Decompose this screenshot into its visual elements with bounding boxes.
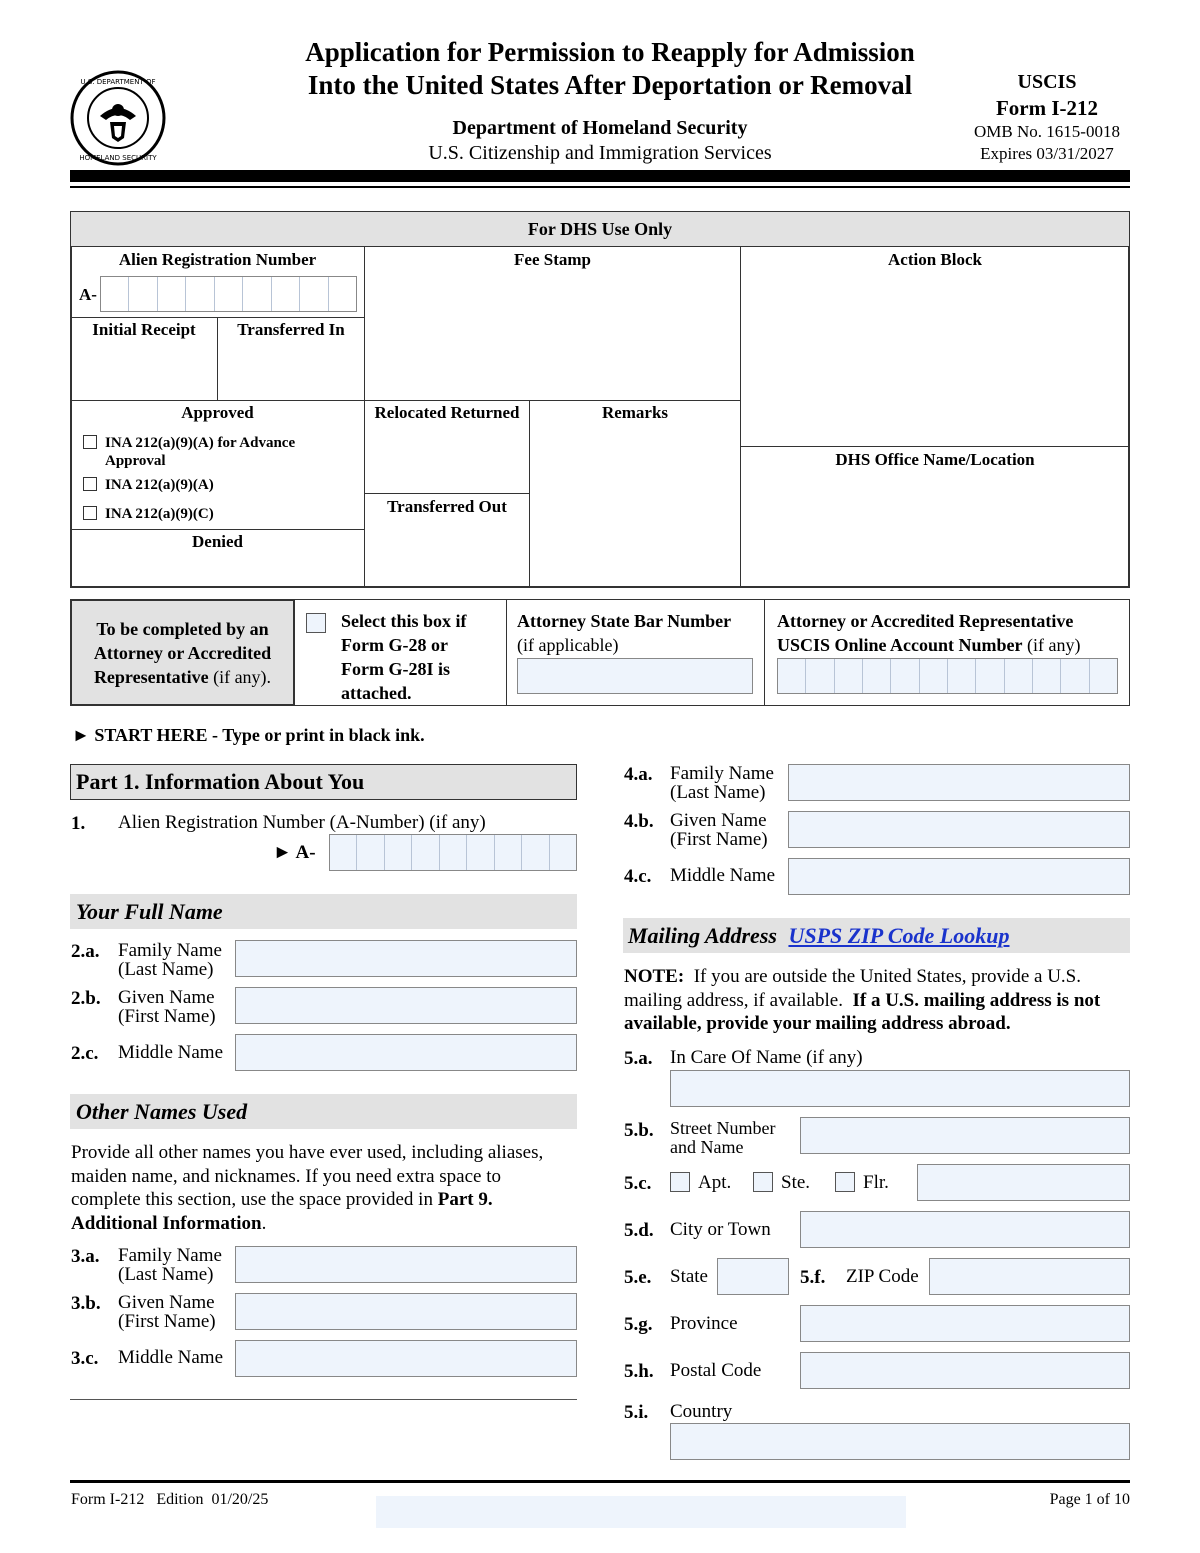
q2c-number: 2.c. bbox=[71, 1043, 99, 1064]
part1-title: Part 1. Information About You bbox=[76, 769, 365, 794]
province-input[interactable] bbox=[800, 1305, 1130, 1342]
divider bbox=[71, 400, 741, 401]
dhs-use-title: For DHS Use Only bbox=[527, 219, 673, 239]
q1-label: Alien Registration Number (A-Number) (if any) bbox=[118, 812, 486, 833]
q5f-label: ZIP Code bbox=[846, 1266, 919, 1287]
q3a-number: 3.a. bbox=[71, 1246, 100, 1267]
mailing-note: NOTE: If you are outside the United States, provide a U.S. mailing address, if available. If a U.S. mailing address is not available, provide your mailing address abroad. bbox=[624, 966, 1101, 1034]
form-title-line2: Into the United States After Deportation or Removal bbox=[307, 70, 913, 100]
family-name-input[interactable] bbox=[235, 940, 577, 977]
q5b-number: 5.b. bbox=[624, 1120, 654, 1141]
uscis-label: USCIS bbox=[1017, 71, 1077, 93]
q5c-number: 5.c. bbox=[624, 1173, 652, 1194]
agency-name: U.S. Citizenship and Immigration Services bbox=[428, 142, 772, 164]
in-care-of-input[interactable] bbox=[670, 1070, 1130, 1107]
divider bbox=[506, 599, 507, 706]
q5g-label: Province bbox=[670, 1313, 738, 1334]
q3c-number: 3.c. bbox=[71, 1348, 99, 1369]
q3b-number: 3.b. bbox=[71, 1293, 101, 1314]
q5a-label: In Care Of Name (if any) bbox=[670, 1047, 863, 1068]
barcode-area bbox=[376, 1496, 906, 1528]
bar-number-label: Attorney State Bar Number bbox=[517, 611, 732, 631]
q3b-label-2: (First Name) bbox=[118, 1311, 216, 1332]
header-rule-thin bbox=[70, 186, 1130, 188]
approved-option-3-checkbox[interactable] bbox=[83, 506, 97, 520]
g28-attached-checkbox[interactable] bbox=[306, 613, 326, 633]
other-names-title: Other Names Used bbox=[76, 1099, 248, 1124]
form-number: Form I-212 bbox=[995, 96, 1099, 120]
q5h-label: Postal Code bbox=[670, 1360, 762, 1381]
approved-option-2-checkbox[interactable] bbox=[83, 477, 97, 491]
q5d-label: City or Town bbox=[670, 1219, 771, 1240]
footer-rule bbox=[70, 1480, 1130, 1483]
divider bbox=[740, 446, 1129, 447]
other-names-instructions: Provide all other names you have ever used, including aliases, maiden name, and nicknames. If you need extra space to complete this section, use the space provided in Part 9. Additional Information. bbox=[71, 1142, 544, 1234]
q3c-label: Middle Name bbox=[118, 1347, 224, 1368]
q4-family-name-input[interactable] bbox=[788, 764, 1130, 801]
action-block-label: Action Block bbox=[888, 250, 982, 269]
footer-form-edition: Form I-212 Edition 01/20/25 bbox=[71, 1491, 269, 1508]
given-name-input[interactable] bbox=[235, 987, 577, 1024]
footer-page-number: Page 1 of 10 bbox=[1049, 1491, 1130, 1508]
q4b-number: 4.b. bbox=[624, 811, 654, 832]
q5i-label: Country bbox=[670, 1401, 733, 1422]
divider bbox=[365, 493, 529, 494]
postal-code-input[interactable] bbox=[800, 1352, 1130, 1389]
approved-option-3-label: INA 212(a)(9)(C) bbox=[105, 506, 214, 522]
q1-a-prefix: ► A- bbox=[273, 842, 316, 863]
q5h-number: 5.h. bbox=[624, 1361, 654, 1382]
header-rule-thick bbox=[70, 170, 1130, 182]
divider bbox=[529, 400, 530, 587]
q4b-label-2: (First Name) bbox=[670, 829, 768, 850]
dhs-seal bbox=[70, 70, 166, 166]
other-middle-name-input[interactable] bbox=[235, 1340, 577, 1377]
q5b-label-1: Street Number bbox=[670, 1118, 776, 1138]
divider bbox=[71, 529, 364, 530]
relocated-returned-label: Relocated Returned bbox=[374, 403, 520, 422]
q4c-label: Middle Name bbox=[670, 865, 776, 886]
divider bbox=[71, 317, 364, 318]
ste-checkbox[interactable] bbox=[753, 1172, 773, 1192]
other-family-name-input[interactable] bbox=[235, 1246, 577, 1283]
apt-checkbox[interactable] bbox=[670, 1172, 690, 1192]
completed-by-line2: Attorney or Accredited bbox=[93, 643, 272, 663]
q5e-number: 5.e. bbox=[624, 1267, 652, 1288]
g28-label-2: Form G-28 or bbox=[341, 635, 448, 655]
q2a-label-2: (Last Name) bbox=[118, 959, 214, 980]
q4-given-name-input[interactable] bbox=[788, 811, 1130, 848]
q5b-label-2: and Name bbox=[670, 1137, 744, 1157]
bar-number-input[interactable] bbox=[517, 658, 753, 694]
city-input[interactable] bbox=[800, 1211, 1130, 1248]
left-column-rule bbox=[70, 1399, 577, 1400]
g28-label-3: Form G-28I is bbox=[341, 659, 450, 679]
bar-number-sublabel: (if applicable) bbox=[517, 635, 619, 655]
apt-label: Apt. bbox=[698, 1172, 732, 1193]
fee-stamp-label: Fee Stamp bbox=[514, 250, 591, 269]
approved-label: Approved bbox=[181, 403, 254, 422]
a-number-input[interactable] bbox=[329, 834, 577, 871]
unit-number-input[interactable] bbox=[917, 1164, 1130, 1201]
remarks-label: Remarks bbox=[601, 403, 669, 422]
state-select[interactable] bbox=[717, 1258, 789, 1295]
mailing-address-title: Mailing Address USPS ZIP Code Lookup bbox=[628, 923, 1010, 948]
approved-option-1-label: INA 212(a)(9)(A) for Advance bbox=[105, 435, 296, 451]
q2b-label-1: Given Name bbox=[118, 987, 215, 1008]
approved-option-1-label-cont: Approval bbox=[105, 453, 166, 469]
g28-label-4: attached. bbox=[341, 683, 412, 703]
q1-number: 1. bbox=[71, 813, 86, 834]
g28-label-1: Select this box if bbox=[341, 611, 467, 631]
other-given-name-input[interactable] bbox=[235, 1293, 577, 1330]
svg-text:U.S. DEPARTMENT OF: U.S. DEPARTMENT OF bbox=[80, 78, 156, 86]
q4a-label-2: (Last Name) bbox=[670, 782, 766, 803]
completed-by-line1: To be completed by an bbox=[96, 619, 269, 639]
q3a-label-2: (Last Name) bbox=[118, 1264, 214, 1285]
approved-option-1-checkbox[interactable] bbox=[83, 435, 97, 449]
divider bbox=[740, 247, 741, 587]
initial-receipt-label: Initial Receipt bbox=[92, 320, 196, 339]
expiration-date: Expires 03/31/2027 bbox=[980, 144, 1114, 163]
street-input[interactable] bbox=[800, 1117, 1130, 1154]
q4a-label-1: Family Name bbox=[670, 763, 774, 784]
q5a-number: 5.a. bbox=[624, 1048, 653, 1069]
divider bbox=[764, 599, 765, 706]
q4b-label-1: Given Name bbox=[670, 810, 767, 831]
q5i-number: 5.i. bbox=[624, 1402, 649, 1423]
online-account-label-1: Attorney or Accredited Representative bbox=[777, 611, 1074, 631]
country-input[interactable] bbox=[670, 1423, 1130, 1460]
q2c-label: Middle Name bbox=[118, 1042, 224, 1063]
q5g-number: 5.g. bbox=[624, 1314, 653, 1335]
start-here-instruction: ► START HERE - Type or print in black ink. bbox=[72, 725, 425, 745]
q4c-number: 4.c. bbox=[624, 866, 652, 887]
q4a-number: 4.a. bbox=[624, 764, 653, 785]
online-account-label-2: USCIS Online Account Number (if any) bbox=[777, 635, 1081, 655]
q2a-number: 2.a. bbox=[71, 941, 100, 962]
omb-number: OMB No. 1615-0018 bbox=[974, 122, 1120, 141]
form-title-line1: Application for Permission to Reapply for Admission bbox=[305, 37, 915, 67]
q3a-label-1: Family Name bbox=[118, 1245, 222, 1266]
dhs-a-number-field[interactable] bbox=[100, 276, 357, 312]
q4-middle-name-input[interactable] bbox=[788, 858, 1130, 895]
flr-checkbox[interactable] bbox=[835, 1172, 855, 1192]
q5d-number: 5.d. bbox=[624, 1220, 654, 1241]
zip-code-input[interactable] bbox=[929, 1258, 1130, 1295]
dhs-office-label: DHS Office Name/Location bbox=[835, 450, 1035, 469]
flr-label: Flr. bbox=[863, 1172, 889, 1193]
transferred-out-label: Transferred Out bbox=[387, 497, 507, 516]
q3b-label-1: Given Name bbox=[118, 1292, 215, 1313]
q5e-label: State bbox=[670, 1266, 708, 1287]
completed-by-line3: Representative (if any). bbox=[93, 667, 272, 687]
approved-option-2-label: INA 212(a)(9)(A) bbox=[105, 477, 214, 493]
denied-label: Denied bbox=[192, 532, 243, 551]
middle-name-input[interactable] bbox=[235, 1034, 577, 1071]
alien-reg-label: Alien Registration Number bbox=[118, 250, 317, 269]
transferred-in-label: Transferred In bbox=[237, 320, 345, 339]
q5f-number: 5.f. bbox=[800, 1267, 826, 1288]
q2b-label-2: (First Name) bbox=[118, 1006, 216, 1027]
ste-label: Ste. bbox=[781, 1172, 811, 1193]
dhs-a-prefix: A- bbox=[79, 285, 97, 304]
svg-text:HOMELAND SECURITY: HOMELAND SECURITY bbox=[79, 154, 157, 162]
full-name-title: Your Full Name bbox=[76, 899, 223, 924]
online-account-number-input[interactable] bbox=[777, 658, 1118, 694]
q2a-label-1: Family Name bbox=[118, 940, 222, 961]
usps-zip-lookup-link[interactable]: USPS ZIP Code Lookup bbox=[788, 923, 1010, 948]
dept-name: Department of Homeland Security bbox=[452, 117, 748, 139]
q2b-number: 2.b. bbox=[71, 988, 101, 1009]
